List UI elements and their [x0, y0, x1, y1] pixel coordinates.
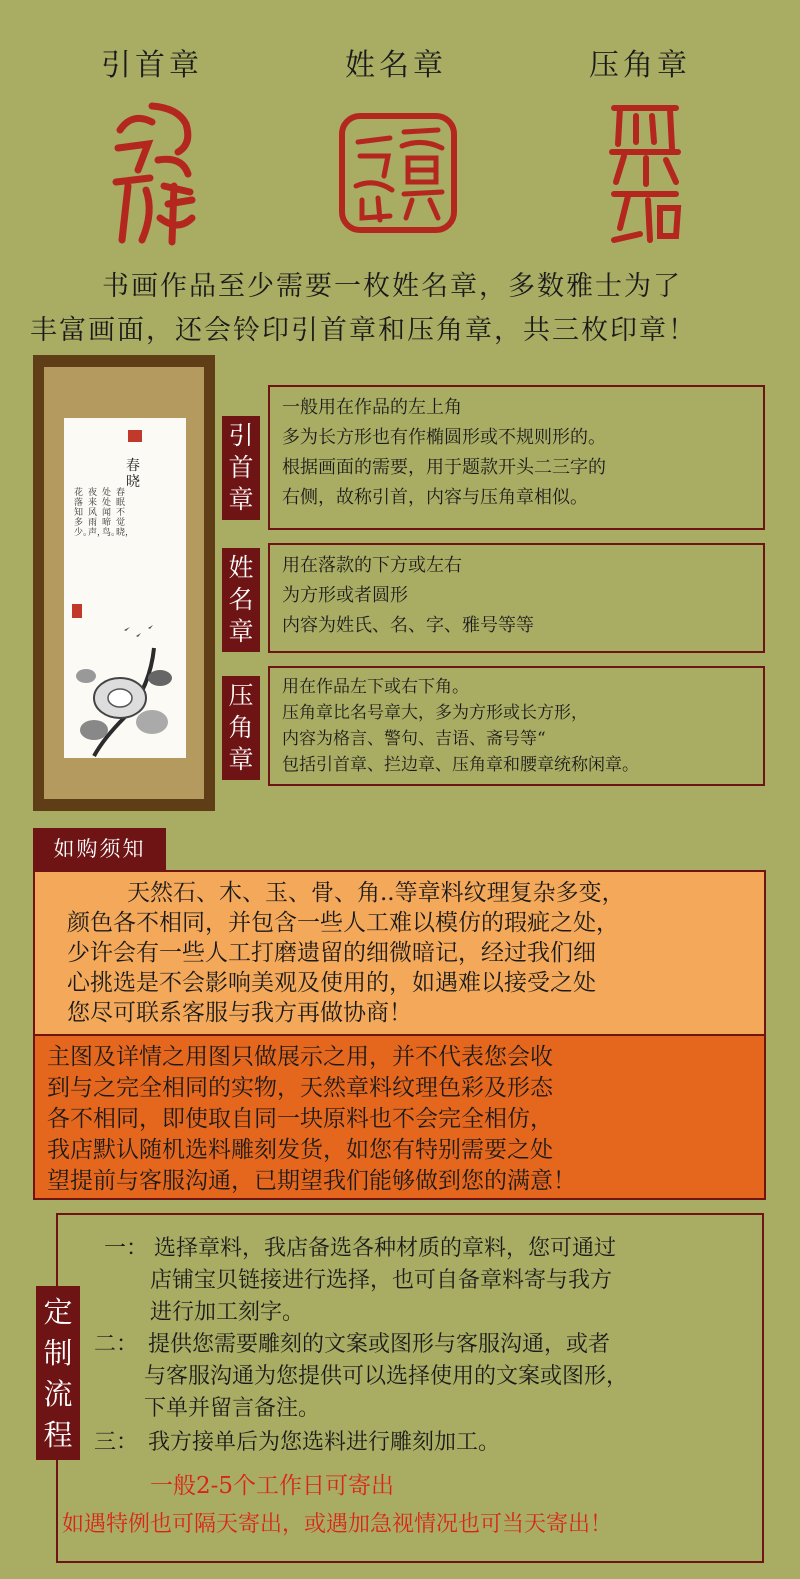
tag-yajiao: 压 角 章 — [222, 676, 260, 780]
notice-paragraph-1: 天然石、木、玉、骨、角..等章料纹理复杂多变， 颜色各不相同，并包含一些人工难以模仿的瑕疵之处， 少许会有一些人工打磨遗留的细微暗记，经过我们细 心挑选是不会影响美观及使用的，如遇难以接受之处 您尽可联系客服与我方再做协商！ — [35, 872, 764, 1034]
process-note-2: 如遇特例也可隔天寄出，或遇加急视情况也可当天寄出！ — [62, 1512, 613, 1537]
process-box: 一： 选择章料，我店备选各种材质的章料，您可通过 店铺宝贝链接进行选择，也可自备章料寄与我方 进行加工刻字。 二： 提供您需要雕刻的文案或图形与客服沟通，或者 与客服沟通为您提供可以选择使用的文案或图形， 下单并留言备注。 三： 我方接单后为您选料进行雕刻加工。 一般2-5个工作日可寄出 如遇特例也可隔天寄出，或遇加急视情况也可当天寄出！ — [56, 1213, 764, 1563]
seal-label-yinshou: 引首章 — [101, 48, 203, 83]
seal-label-yajiao: 压角章 — [589, 48, 691, 83]
painting-title: 春晓 — [126, 458, 140, 490]
poem-col-3: 夜来风雨声， — [88, 488, 107, 538]
yinshou-seal-image — [108, 100, 196, 250]
xingming-seal-image — [338, 112, 458, 234]
intro-line-2: 丰富画面，还会铃印引首章和压角章，共三枚印章！ — [30, 315, 697, 346]
poem-col-2: 处处闻啼鸟。 — [102, 488, 121, 538]
process-note-1: 一般2-5个工作日可寄出 — [150, 1473, 395, 1499]
intro-line-1: 书画作品至少需要一枚姓名章，多数雅士为了 — [102, 271, 682, 302]
intro-text — [30, 265, 770, 353]
poem-col-1: 春眠不觉晓， — [116, 488, 135, 538]
tag-xingming: 姓 名 章 — [222, 548, 260, 652]
process-tag: 定 制 流 程 — [36, 1286, 80, 1460]
painting-seal-bottom — [72, 604, 82, 618]
poem-col-4: 花落知多少。 — [74, 488, 93, 538]
painting-seal-top — [128, 430, 142, 442]
camellia-flower-icon — [64, 618, 186, 758]
scroll-painting — [64, 418, 186, 758]
yajiao-seal-image — [606, 100, 684, 250]
notice-paragraph-2: 主图及详情之用图只做展示之用，并不代表您会收 到与之完全相同的实物，天然章料纹理色彩及形态 各不相同，即使取自同一块原料也不会完全相仿， 我店默认随机选料雕刻发货，如您有特别需要之处 望提前与客服沟通，已期望我们能够做到您的满意！ — [35, 1034, 764, 1198]
desc-box-yajiao: 用在作品左下或右下角。 压角章比名号章大，多为方形或长方形， 内容为格言、警句、吉语、斋号等“ 包括引首章、拦边章、压角章和腰章统称闲章。 — [268, 666, 765, 786]
seal-label-xingming: 姓名章 — [345, 48, 447, 83]
tag-yinshou: 引 首 章 — [222, 416, 260, 520]
notice-title: 如购须知 — [33, 828, 166, 870]
desc-box-xingming: 用在落款的下方或左右 为方形或者圆形 内容为姓氏、名、字、雅号等等 — [268, 543, 765, 653]
notice-box — [33, 870, 766, 1200]
desc-box-yinshou: 一般用在作品的左上角 多为长方形也有作椭圆形或不规则形的。 根据画面的需要，用于题款开头二三字的 右侧，故称引首，内容与压角章相似。 — [268, 385, 765, 530]
